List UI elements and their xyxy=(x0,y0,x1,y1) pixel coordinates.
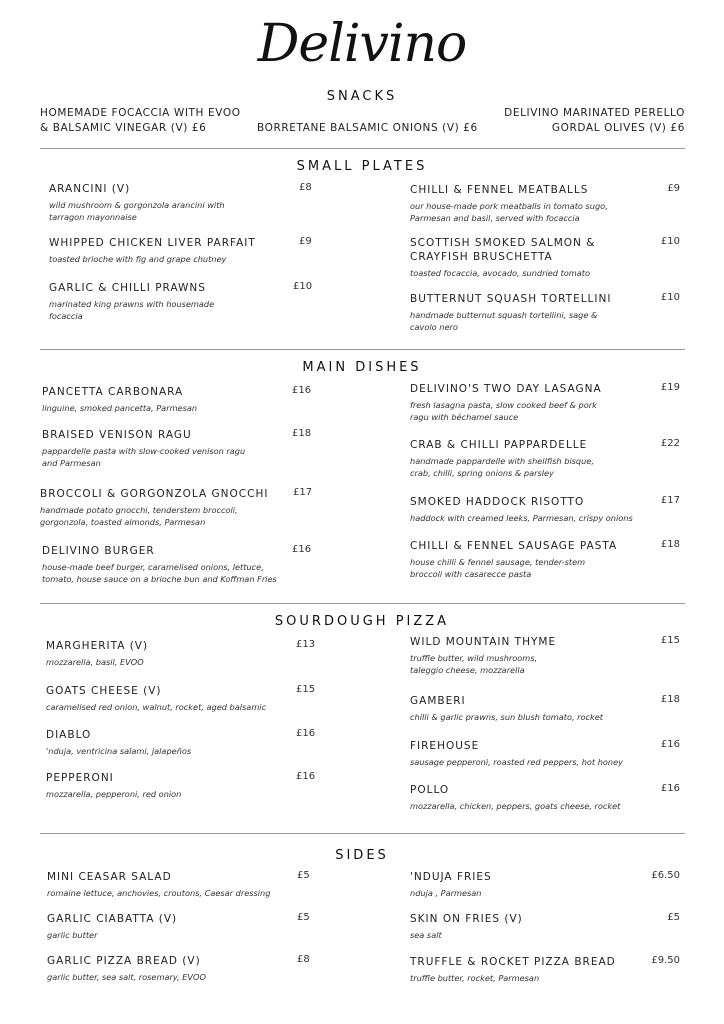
menu-item xyxy=(46,728,316,758)
item-description: mozzarella, pepperoni, red onion xyxy=(46,789,182,799)
menu-item xyxy=(46,684,316,714)
item-name: BRAISED VENISON RAGU xyxy=(42,429,192,441)
item-price: £16 xyxy=(292,385,312,396)
item-name: CHILLI & FENNEL SAUSAGE PASTA xyxy=(410,540,618,552)
item-price: £6.50 xyxy=(651,870,680,881)
item-name: CRAB & CHILLI PAPPARDELLE xyxy=(410,439,588,451)
menu-item xyxy=(410,382,680,423)
divider xyxy=(40,349,685,350)
item-description: truffle butter, rocket, Parmesan xyxy=(410,973,540,983)
divider xyxy=(40,833,685,834)
item-price: £9 xyxy=(299,236,312,247)
item-name: DELIVINO'S TWO DAY LASAGNA xyxy=(410,383,602,395)
snack-item: BORRETANE BALSAMIC ONIONS (V) £6 xyxy=(257,122,478,134)
item-price: £10 xyxy=(660,292,680,303)
divider xyxy=(40,148,685,149)
item-price: £16 xyxy=(292,544,312,555)
item-name: DELIVINO BURGER xyxy=(42,545,155,557)
item-price: £22 xyxy=(660,438,680,449)
item-price: £15 xyxy=(660,635,680,646)
item-description: 'nduja, ventricina salami, jalapeños xyxy=(46,746,192,756)
item-description: wild mushroom & gorgonzola arancini with tarragon mayonnaise xyxy=(49,200,225,222)
item-description: our house-made pork meatballs in tomato sugo, Parmesan and basil, served with focaccia xyxy=(410,201,608,223)
menu-item xyxy=(410,870,680,900)
item-description: romaine lettuce, anchovies, croutons, Caesar dressing xyxy=(47,888,271,898)
item-price: £16 xyxy=(660,739,680,750)
item-price: £8 xyxy=(299,182,312,193)
item-description: caramelised red onion, walnut, rocket, aged balsamic xyxy=(46,702,267,712)
menu-item xyxy=(410,539,680,580)
item-description: handmade potato gnocchi, tenderstem broccoli, gorgonzola, toasted almonds, Parmesan xyxy=(40,505,238,527)
section-heading-main-dishes: MAIN DISHES xyxy=(302,360,422,375)
menu-item xyxy=(40,487,313,528)
item-name: GARLIC CIABATTA (V) xyxy=(47,913,178,925)
menu-item xyxy=(42,544,312,585)
item-name: SCOTTISH SMOKED SALMON & CRAYFISH BRUSCHETTA xyxy=(410,237,596,263)
item-description: toasted focaccia, avocado, sundried tomato xyxy=(410,268,591,278)
menu-item xyxy=(49,281,313,322)
item-description: chilli & garlic prawns, sun blush tomato, rocket xyxy=(410,712,604,722)
item-name: 'NDUJA FRIES xyxy=(410,871,492,883)
item-name: SKIN ON FRIES (V) xyxy=(410,913,523,925)
item-price: £17 xyxy=(660,495,680,506)
item-description: fresh lasagna pasta, slow cooked beef & pork ragu with béchamel sauce xyxy=(410,400,597,422)
item-price: £18 xyxy=(660,694,680,705)
item-description: house-made beef burger, caramelised onions, lettuce, tomato, house sauce on a brioche bun and Koffman Fries xyxy=(42,562,277,584)
item-name: MARGHERITA (V) xyxy=(46,640,149,652)
item-price: £16 xyxy=(660,783,680,794)
item-name: FIREHOUSE xyxy=(410,740,480,752)
item-name: BUTTERNUT SQUASH TORTELLINI xyxy=(410,293,612,305)
item-name: WHIPPED CHICKEN LIVER PARFAIT xyxy=(49,237,256,249)
snack-line: HOMEMADE FOCACCIA WITH EVOO xyxy=(40,107,241,119)
section-heading-sourdough-pizza: SOURDOUGH PIZZA xyxy=(274,614,450,629)
menu-item xyxy=(410,912,680,942)
menu-item xyxy=(410,739,680,769)
item-price: £18 xyxy=(660,539,680,550)
item-name: POLLO xyxy=(410,784,450,796)
item-name: ARANCINI (V) xyxy=(49,183,131,195)
item-price: £9 xyxy=(667,183,680,194)
item-price: £16 xyxy=(296,771,316,782)
item-description: handmade pappardelle with shellfish bisque, crab, chilli, spring onions & parsley xyxy=(410,456,594,478)
menu-item xyxy=(410,955,680,985)
item-description: sea salt xyxy=(410,930,442,940)
menu-item xyxy=(410,236,680,280)
item-name: CHILLI & FENNEL MEATBALLS xyxy=(410,184,589,196)
item-name: PEPPERONI xyxy=(46,772,114,784)
brand-logo: Delivino xyxy=(257,14,467,74)
item-name: SMOKED HADDOCK RISOTTO xyxy=(410,496,585,508)
item-price: £5 xyxy=(297,870,310,881)
item-description: nduja , Parmesan xyxy=(410,888,482,898)
menu-item xyxy=(410,292,680,333)
item-description: mozzarella, basil, EVOO xyxy=(46,657,144,667)
item-price: £8 xyxy=(297,954,310,965)
menu-item xyxy=(410,694,680,724)
menu-item xyxy=(410,635,680,676)
menu-item xyxy=(46,639,316,669)
item-price: £9.50 xyxy=(651,955,680,966)
menu-item xyxy=(47,912,310,942)
item-description: sausage pepperoni, roasted red peppers, hot honey xyxy=(410,757,623,767)
item-price: £15 xyxy=(296,684,316,695)
snack-item xyxy=(504,106,685,136)
item-price: £19 xyxy=(660,382,680,393)
item-name: GOATS CHEESE (V) xyxy=(46,685,162,697)
section-heading-small-plates: SMALL PLATES xyxy=(296,159,428,174)
item-price: £18 xyxy=(292,428,312,439)
item-price: £10 xyxy=(293,281,313,292)
section-heading-snacks: SNACKS xyxy=(326,89,398,104)
item-description: pappardelle pasta with slow-cooked venison ragu and Parmesan xyxy=(42,446,246,468)
section-heading-sides: SIDES xyxy=(335,848,389,863)
menu-item xyxy=(47,870,310,900)
menu-item xyxy=(42,428,312,469)
item-name: GAMBERI xyxy=(410,695,466,707)
menu-item xyxy=(46,771,316,801)
item-name: GARLIC PIZZA BREAD (V) xyxy=(47,955,201,967)
item-price: £13 xyxy=(296,639,316,650)
menu-item xyxy=(49,236,312,266)
item-price: £10 xyxy=(660,236,680,247)
item-name: TRUFFLE & ROCKET PIZZA BREAD xyxy=(410,956,616,968)
item-name: WILD MOUNTAIN THYME xyxy=(410,636,557,648)
item-name: MINI CEASAR SALAD xyxy=(47,871,172,883)
menu-item xyxy=(47,954,310,984)
menu-item xyxy=(410,183,680,224)
item-description: marinated king prawns with housemade focaccia xyxy=(49,299,215,321)
menu-item xyxy=(410,495,680,525)
item-name: GARLIC & CHILLI PRAWNS xyxy=(49,282,206,294)
item-description: mozzarella, chicken, peppers, goats cheese, rocket xyxy=(410,801,621,811)
item-name: BROCCOLI & GORGONZOLA GNOCCHI xyxy=(40,488,269,500)
menu-item xyxy=(410,438,680,479)
item-description: toasted brioche with fig and grape chutney xyxy=(49,254,227,264)
menu-item xyxy=(49,182,312,223)
item-description: linguine, smoked pancetta, Parmesan xyxy=(42,403,198,413)
item-description: haddock with creamed leeks, Parmesan, crispy onions xyxy=(410,513,633,523)
item-description: garlic butter xyxy=(47,930,98,940)
item-description: house chilli & fennel sausage, tender-stem broccoli with casarecce pasta xyxy=(410,557,586,579)
menu-item xyxy=(42,385,312,415)
item-price: £16 xyxy=(296,728,316,739)
item-price: £5 xyxy=(667,912,680,923)
item-description: garlic butter, sea salt, rosemary, EVOO xyxy=(47,972,206,982)
divider xyxy=(40,603,685,604)
item-price: £5 xyxy=(297,912,310,923)
item-description: truffle butter, wild mushrooms, taleggio cheese, mozzarella xyxy=(410,653,538,675)
item-name: PANCETTA CARBONARA xyxy=(42,386,184,398)
menu-item xyxy=(410,783,680,813)
snack-item xyxy=(40,106,241,136)
snack-line: & BALSAMIC VINEGAR (V) £6 xyxy=(40,122,207,134)
item-price: £17 xyxy=(293,487,313,498)
snack-line: GORDAL OLIVES (V) £6 xyxy=(551,122,685,134)
item-name: DIABLO xyxy=(46,729,92,741)
snack-line: DELIVINO MARINATED PERELLO xyxy=(504,107,685,119)
item-description: handmade butternut squash tortellini, sage & cavolo nero xyxy=(410,310,598,332)
